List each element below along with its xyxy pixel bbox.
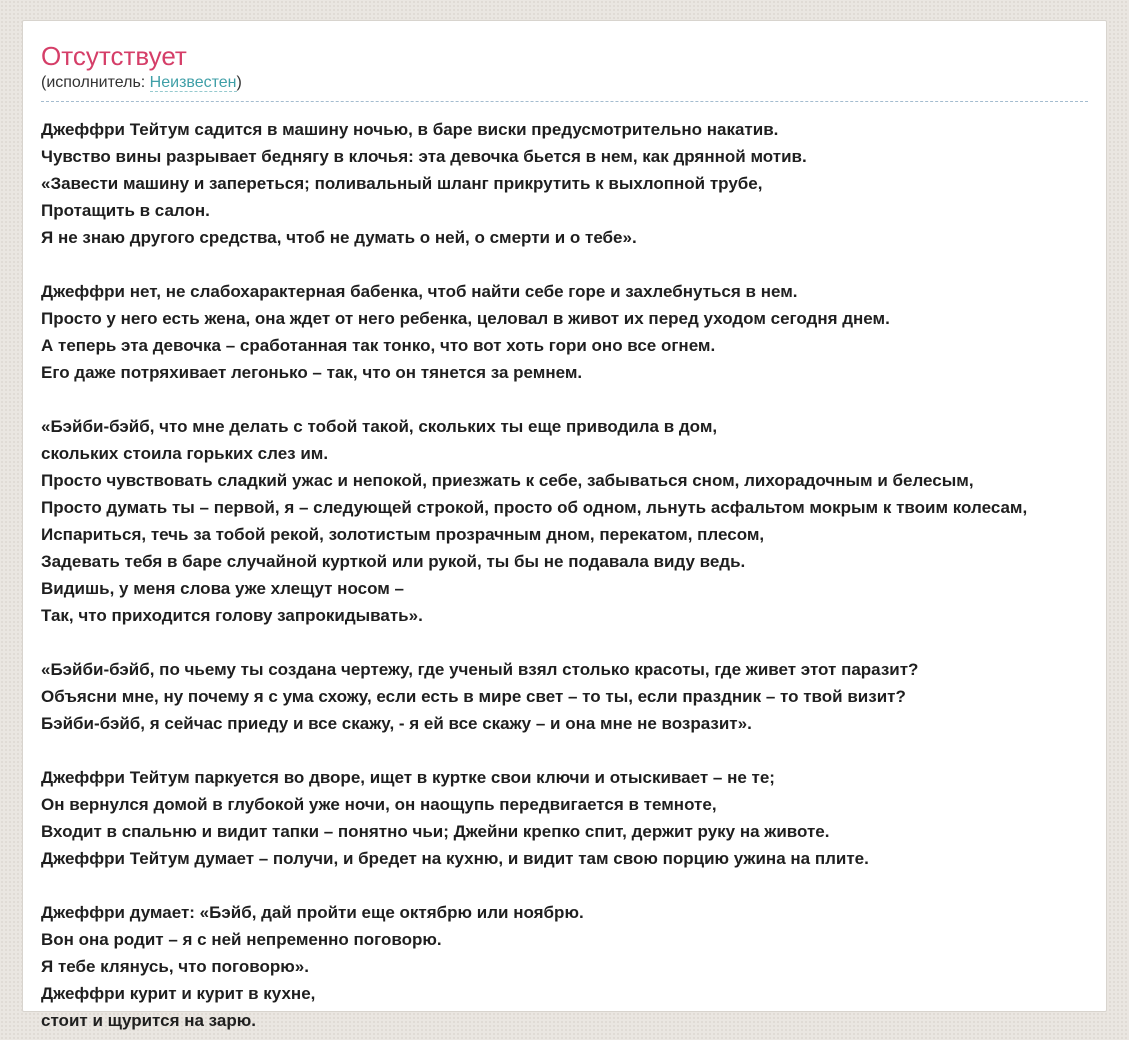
lyric-line: Джеффри нет, не слабохарактерная бабенка, чтоб найти себе горе и захлебнуться в нем. — [41, 282, 798, 301]
lyric-stanza — [41, 413, 1088, 629]
lyric-line: Протащить в салон. — [41, 201, 210, 220]
lyric-line: Джеффри Тейтум думает – получи, и бредет на кухню, и видит там свою порцию ужина на плите. — [41, 849, 869, 868]
lyrics-text — [41, 116, 1088, 1034]
lyric-line: Задевать тебя в баре случайной курткой или рукой, ты бы не подавала виду ведь. — [41, 552, 746, 571]
lyric-line: Джеффри курит и курит в кухне, — [41, 984, 316, 1003]
lyric-line: Входит в спальню и видит тапки – понятно чьи; Джейни крепко спит, держит руку на животе. — [41, 822, 830, 841]
song-header — [41, 41, 1088, 102]
artist-line — [41, 73, 1088, 93]
lyric-line: «Бэйби-бэйб, что мне делать с тобой такой, скольких ты еще приводила в дом, — [41, 417, 718, 436]
lyric-line: скольких стоила горьких слез им. — [41, 444, 329, 463]
lyric-line: «Бэйби-бэйб, по чьему ты создана чертежу, где ученый взял столько красоты, где живет этот паразит? — [41, 660, 919, 679]
lyric-stanza — [41, 764, 1088, 872]
lyric-line: Он вернулся домой в глубокой уже ночи, он наощупь передвигается в темноте, — [41, 795, 717, 814]
lyric-line: Испариться, течь за тобой рекой, золотистым прозрачным дном, перекатом, плесом, — [41, 525, 765, 544]
lyric-line: Видишь, у меня слова уже хлещут носом – — [41, 579, 404, 598]
lyrics-card — [22, 20, 1107, 1030]
lyric-line: Просто у него есть жена, она ждет от него ребенка, целовал в живот их перед уходом сегодня днем. — [41, 309, 890, 328]
lyric-line: Джеффри Тейтум паркуется во дворе, ищет в куртке свои ключи и отыскивает – не те; — [41, 768, 775, 787]
lyric-line: Вон она родит – я с ней непременно поговорю. — [41, 930, 442, 949]
lyric-stanza — [41, 116, 1088, 251]
lyric-stanza — [41, 899, 1088, 1034]
lyric-line: Объясни мне, ну почему я с ума схожу, если есть в мире свет – то ты, если праздник – то твой визит? — [41, 687, 906, 706]
lyric-line: Джеффри Тейтум садится в машину ночью, в баре виски предусмотрительно накатив. — [41, 120, 779, 139]
lyric-line: Просто думать ты – первой, я – следующей строкой, просто об одном, льнуть асфальтом мокрым к твоим колесам, — [41, 498, 1028, 517]
lyric-line: А теперь эта девочка – сработанная так тонко, что вот хоть гори оно все огнем. — [41, 336, 716, 355]
lyric-stanza — [41, 656, 1088, 737]
lyric-line: Его даже потряхивает легонько – так, что он тянется за ремнем. — [41, 363, 583, 382]
lyric-line: Я не знаю другого средства, чтоб не думать о ней, о смерти и о тебе». — [41, 228, 637, 247]
lyric-line: Я тебе клянусь, что поговорю». — [41, 957, 309, 976]
lyric-line: Джеффри думает: «Бэйб, дай пройти еще октябрю или ноябрю. — [41, 903, 584, 922]
artist-label-suffix: ) — [236, 74, 242, 91]
lyric-line: Бэйби-бэйб, я сейчас приеду и все скажу, - я ей все скажу – и она мне не возразит». — [41, 714, 752, 733]
song-title: Отсутствует — [41, 41, 187, 71]
lyric-stanza — [41, 278, 1088, 386]
lyric-line: Так, что приходится голову запрокидывать». — [41, 606, 423, 625]
lyric-line: Просто чувствовать сладкий ужас и непокой, приезжать к себе, забываться сном, лихорадочным и белесым, — [41, 471, 974, 490]
lyric-line: Чувство вины разрывает беднягу в клочья: эта девочка бьется в нем, как дрянной мотив. — [41, 147, 807, 166]
lyric-line: стоит и щурится на зарю. — [41, 1011, 256, 1030]
artist-label: (исполнитель: — [41, 74, 150, 91]
artist-link[interactable]: Неизвестен — [149, 74, 237, 91]
lyric-line: «Завести машину и запереться; поливальный шланг прикрутить к выхлопной трубе, — [41, 174, 763, 193]
